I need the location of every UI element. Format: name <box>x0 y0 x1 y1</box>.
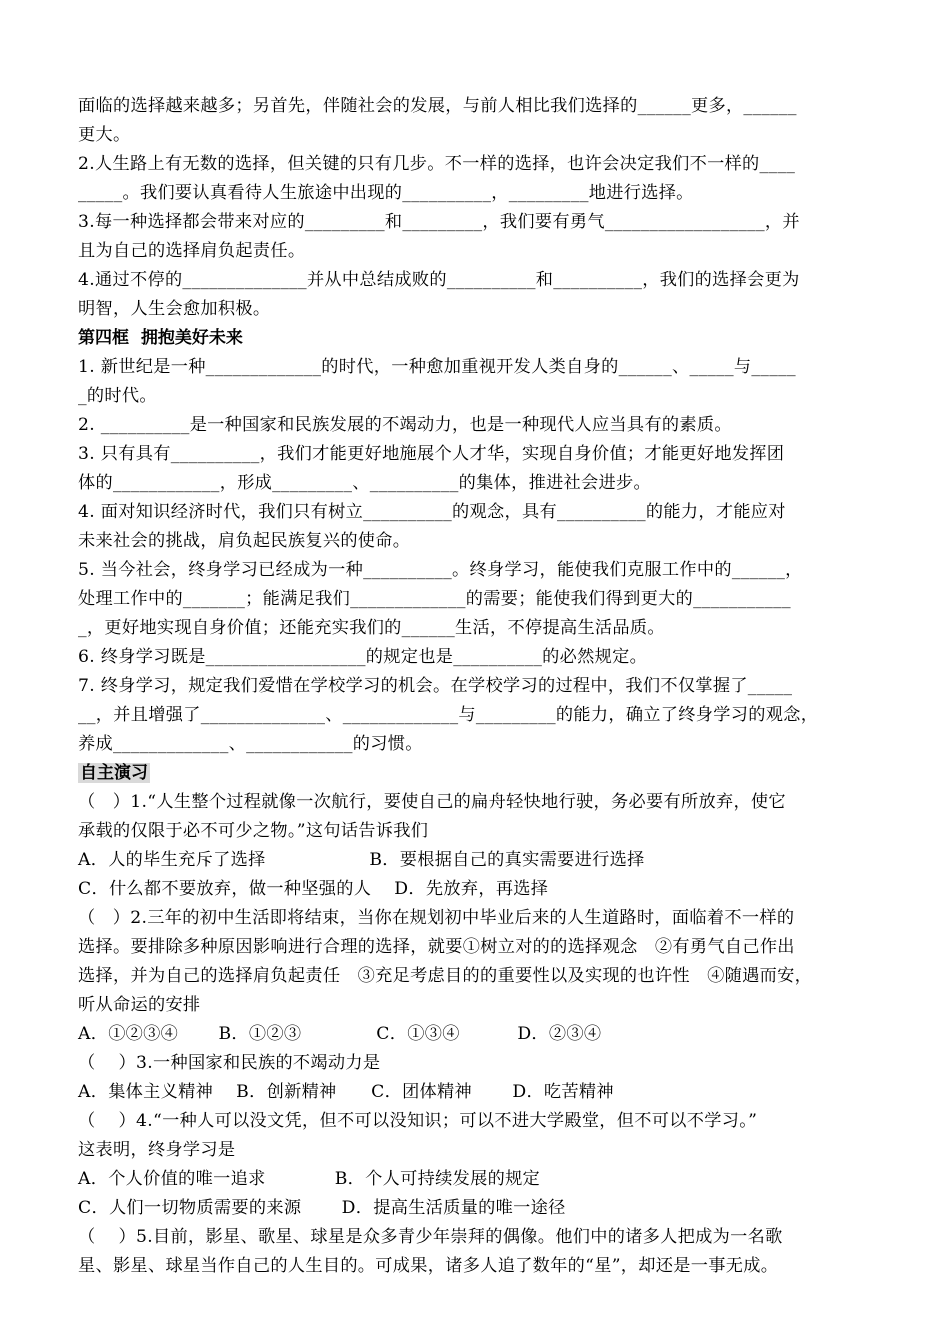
document-page <box>78 92 876 1281</box>
text-line: C．人们一切物质需要的来源 D．提高生活质量的唯一途径 <box>78 1198 566 1218</box>
text-line: 4. 面对知识经济时代，我们只有树立__________的观念，具有__________的能力，才能应对 <box>78 502 786 522</box>
text-line: 选择。要排除多种原因影响进行合理的选择，就要①树立对的的选择观念 ②有勇气自己作出 <box>78 937 795 957</box>
text-line: 2. __________是一种国家和民族发展的不竭动力，也是一种现代人应当具有的素质。 <box>78 415 732 435</box>
text-line: （ ）4.“一种人可以没文凭，但不可以没知识；可以不进大学殿堂，但不可以不学习。” <box>78 1111 758 1131</box>
text-line: 这表明，终身学习是 <box>78 1140 236 1160</box>
text-line: _____。我们要认真看待人生旅途中出现的__________，_________地进行选择。 <box>78 183 694 203</box>
section-heading-highlight-row <box>78 759 876 788</box>
text-line: _，更好地实现自身价值；还能充实我们的______生活，不停提高生活品质。 <box>78 618 665 638</box>
text-line: 听从命运的安排 <box>78 995 201 1015</box>
text-line: A．个人价值的唯一追求 B．个人可持续发展的规定 <box>78 1169 541 1189</box>
text-line: _的时代。 <box>78 386 157 406</box>
text-line: 2.人生路上有无数的选择，但关键的只有几步。不一样的选择，也许会决定我们不一样的____ <box>78 154 796 174</box>
text-line: 4.通过不停的______________并从中总结成败的__________和__________，我们的选择会更为 <box>78 270 800 290</box>
text-line: （ ）5.目前，影星、歌星、球星是众多青少年崇拜的偶像。他们中的诸多人把成为一名歌 <box>78 1227 783 1247</box>
text-line: 6. 终身学习既是__________________的规定也是__________的必然规定。 <box>78 647 648 667</box>
text-line: 处理工作中的_______；能满足我们_____________的需要；能使我们得到更大的___________ <box>78 589 791 609</box>
text-line: 明智，人生会愈加积极。 <box>78 299 271 319</box>
text-line: 未来社会的挑战，肩负起民族复兴的使命。 <box>78 531 411 551</box>
text-line: 选择，并为自己的选择肩负起责任 ③充足考虑目的的重要性以及实现的也许性 ④随遇而安， <box>78 966 813 986</box>
text-line: （ ）1.“人生整个过程就像一次航行，要使自己的扁舟轻快地行驶，务必要有所放弃，使它 <box>78 792 786 812</box>
text-line: A．人的毕生充斥了选择 B．要根据自己的真实需要进行选择 <box>78 850 645 870</box>
text-line: A．集体主义精神 B．创新精神 C．团体精神 D．吃苦精神 <box>78 1082 614 1102</box>
text-line: 3.每一种选择都会带来对应的_________和_________，我们要有勇气__________________，并 <box>78 212 800 232</box>
text-line: 3. 只有具有__________，我们才能更好地施展个人才华，实现自身价值；才能更好地发挥团 <box>78 444 785 464</box>
text-line: __，并且增强了______________、_____________与_________的能力，确立了终身学习的观念， <box>78 705 819 725</box>
text-line: 更大。 <box>78 125 131 145</box>
text-line: 5. 当今社会，终身学习已经成为一种__________。终身学习，能使我们克服工作中的______， <box>78 560 803 580</box>
text-line: 7. 终身学习，规定我们爱惜在学校学习的机会。在学校学习的过程中，我们不仅掌握了_____ <box>78 676 793 696</box>
text-line: （ ）2.三年的初中生活即将结束，当你在规划初中毕业后来的人生道路时，面临着不一样的 <box>78 908 795 928</box>
text-line: 且为自己的选择肩负起责任。 <box>78 241 306 261</box>
section-heading-highlighted: 自主演习 <box>80 763 148 783</box>
section-heading: 第四框 拥抱美好未来 <box>78 328 243 348</box>
text-line: 面临的选择越来越多；另首先，伴随社会的发展，与前人相比我们选择的______更多，______ <box>78 96 797 116</box>
text-line: 养成_____________、____________的习惯。 <box>78 734 423 754</box>
text-line: 承载的仅限于必不可少之物。”这句话告诉我们 <box>78 821 429 841</box>
text-line: C．什么都不要放弃，做一种坚强的人 D．先放弃，再选择 <box>78 879 549 899</box>
text-line: （ ）3.一种国家和民族的不竭动力是 <box>78 1053 381 1073</box>
text-line: 体的____________，形成_________、__________的集体，推进社会进步。 <box>78 473 651 493</box>
text-line: 1. 新世纪是一种_____________的时代，一种愈加重视开发人类自身的______、_____与_____ <box>78 357 796 377</box>
text-line: 星、影星、球星当作自己的人生目的。可成果，诸多人追了数年的“星”，却还是一事无成。 <box>78 1256 779 1276</box>
text-line: A．①②③④ B．①②③ C．①③④ D．②③④ <box>78 1024 602 1044</box>
